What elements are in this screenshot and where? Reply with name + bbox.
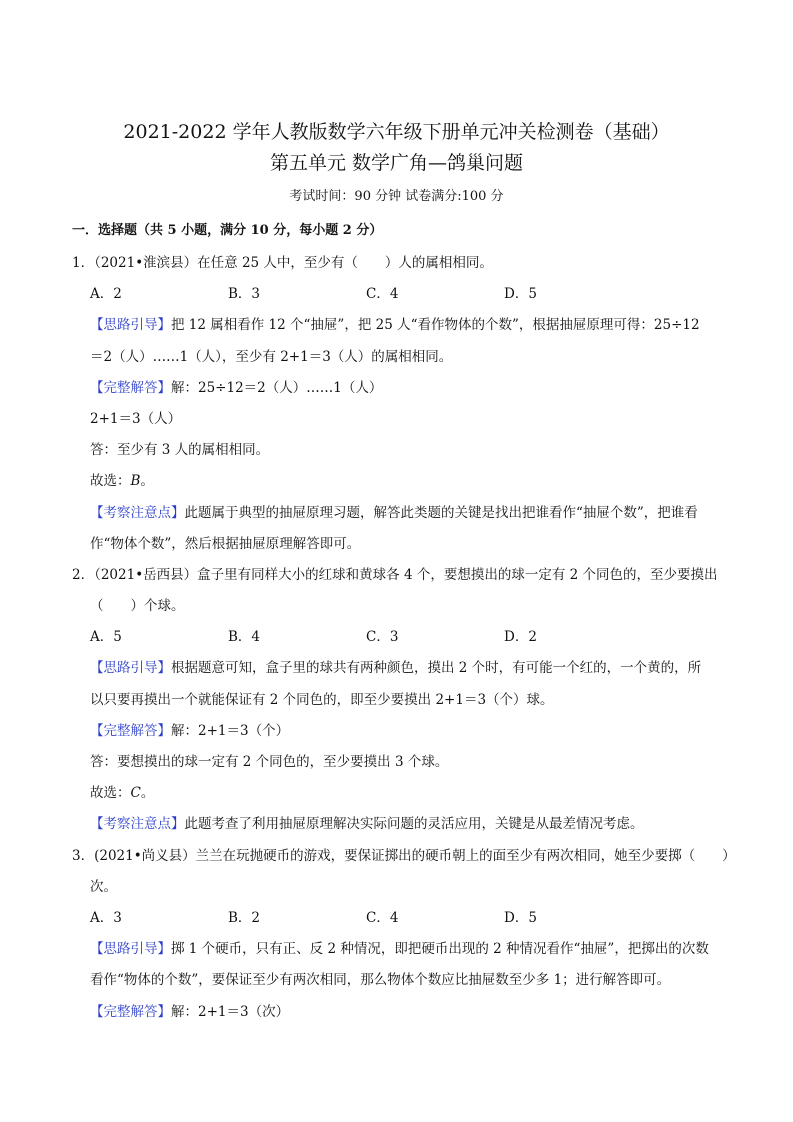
- question-3-options: [72, 903, 727, 934]
- hint-text: 掷 1 个硬币，只有正、反 2 种情况，即把硬币出现的 2 种情况看作“抽屉”，把掷出的次数: [171, 941, 709, 958]
- question-1-options: [72, 279, 727, 310]
- answer-label: 【完整解答】: [90, 1003, 171, 1020]
- note: [72, 498, 727, 529]
- answer: [72, 716, 727, 747]
- hint-label: 【思路引导】: [90, 941, 171, 958]
- hint: [72, 310, 727, 341]
- note-cont: 作“物体个数”，然后根据抽屉原理解答即可。: [90, 535, 361, 552]
- option: D．2: [504, 629, 537, 646]
- hint-label: 【思路引导】: [90, 660, 171, 677]
- choice-prefix: 故选：: [90, 473, 131, 490]
- exam-info: 考试时间：90 分钟 试卷满分:100 分: [289, 189, 504, 204]
- option: C．4: [366, 909, 399, 926]
- choice-letter: B: [130, 473, 141, 490]
- option: B．2: [228, 909, 261, 926]
- answer: [72, 373, 727, 404]
- option: D．5: [504, 909, 537, 926]
- reply: 答：至少有 3 人的属相相同。: [90, 442, 270, 459]
- reply: 答：要想摸出的球一定有 2 个同色的，至少要摸出 3 个球。: [90, 754, 449, 771]
- hint: [72, 653, 727, 684]
- document-subtitle: 第五单元 数学广角—鸽巢问题: [269, 152, 524, 174]
- option: B．3: [228, 286, 261, 303]
- answer-text: 解：25÷12＝2（人）……1（人）: [171, 379, 383, 396]
- note-label: 【考察注意点】: [90, 504, 185, 521]
- option: B．4: [228, 629, 261, 646]
- answer-text: 解：2+1＝3（次）: [171, 1003, 290, 1020]
- answer: [72, 997, 727, 1028]
- hint-label: 【思路引导】: [90, 317, 171, 334]
- answer-label: 【完整解答】: [90, 379, 171, 396]
- answer-text: 解：2+1＝3（个）: [171, 722, 290, 739]
- question-2-stem: 2．（2021•岳西县）盒子里有同样大小的红球和黄球各 4 个，要想摸出的球一定有 2 个同色的，至少要摸出: [72, 566, 718, 583]
- calc: 2+1＝3（人）: [90, 410, 182, 427]
- option: C．4: [366, 286, 399, 303]
- question-3-stem: 3．(2021•尚义县）兰兰在玩抛硬币的游戏，要保证掷出的硬币朝上的面至少有两次相同，她至少要掷（ ）: [72, 847, 736, 864]
- note-text: 此题考查了利用抽屉原理解决实际问题的灵活应用，关键是从最差情况考虑。: [184, 816, 644, 833]
- choice-letter: C: [130, 785, 141, 802]
- option: A．5: [90, 629, 122, 646]
- question-1-stem: 1．（2021•淮滨县）在任意 25 人中，至少有（ ）人的属相相同。: [72, 255, 493, 271]
- hint-cont: 看作“物体的个数”，要保证至少有两次相同，那么物体个数应比抽屉数至少多 1；进行解答即可。: [90, 972, 671, 989]
- question-3-stem-cont: 次。: [90, 878, 117, 895]
- hint-text: 根据题意可知，盒子里的球共有两种颜色，摸出 2 个时，有可能一个红的，一个黄的，所: [171, 660, 702, 677]
- answer-label: 【完整解答】: [90, 722, 171, 739]
- hint-cont: 以只要再摸出一个就能保证有 2 个同色的，即至少要摸出 2+1＝3（个）球。: [90, 691, 554, 708]
- choice-suffix: 。: [140, 785, 155, 802]
- question-2-options: [72, 622, 727, 653]
- hint-cont: ＝2（人）……1（人），至少有 2+1＝3（人）的属相相同。: [90, 348, 453, 365]
- note: [72, 809, 727, 840]
- question-2-stem-cont: （ ）个球。: [90, 598, 185, 615]
- document-body: [72, 248, 736, 1028]
- option: A．3: [90, 909, 122, 926]
- choice: [72, 778, 727, 809]
- choice-suffix: 。: [140, 473, 154, 490]
- option: C．3: [366, 629, 399, 646]
- choice: [72, 466, 727, 497]
- choice-prefix: 故选：: [90, 785, 131, 802]
- hint: [72, 934, 727, 965]
- hint-text: 把 12 属相看作 12 个“抽屉”，把 25 人“看作物体的个数”，根据抽屉原理可得：25÷12: [171, 317, 700, 334]
- option: D．5: [504, 286, 537, 303]
- note-text: 此题属于典型的抽屉原理习题，解答此类题的关键是找出把谁看作“抽屉个数”，把谁看: [184, 504, 698, 521]
- section-heading: 一．选择题（共 5 小题，满分 10 分，每小题 2 分）: [72, 223, 383, 238]
- option: A．2: [90, 286, 122, 303]
- document-title: 2021-2022 学年人教版数学六年级下册单元冲关检测卷（基础）: [123, 121, 670, 143]
- note-label: 【考察注意点】: [90, 816, 185, 833]
